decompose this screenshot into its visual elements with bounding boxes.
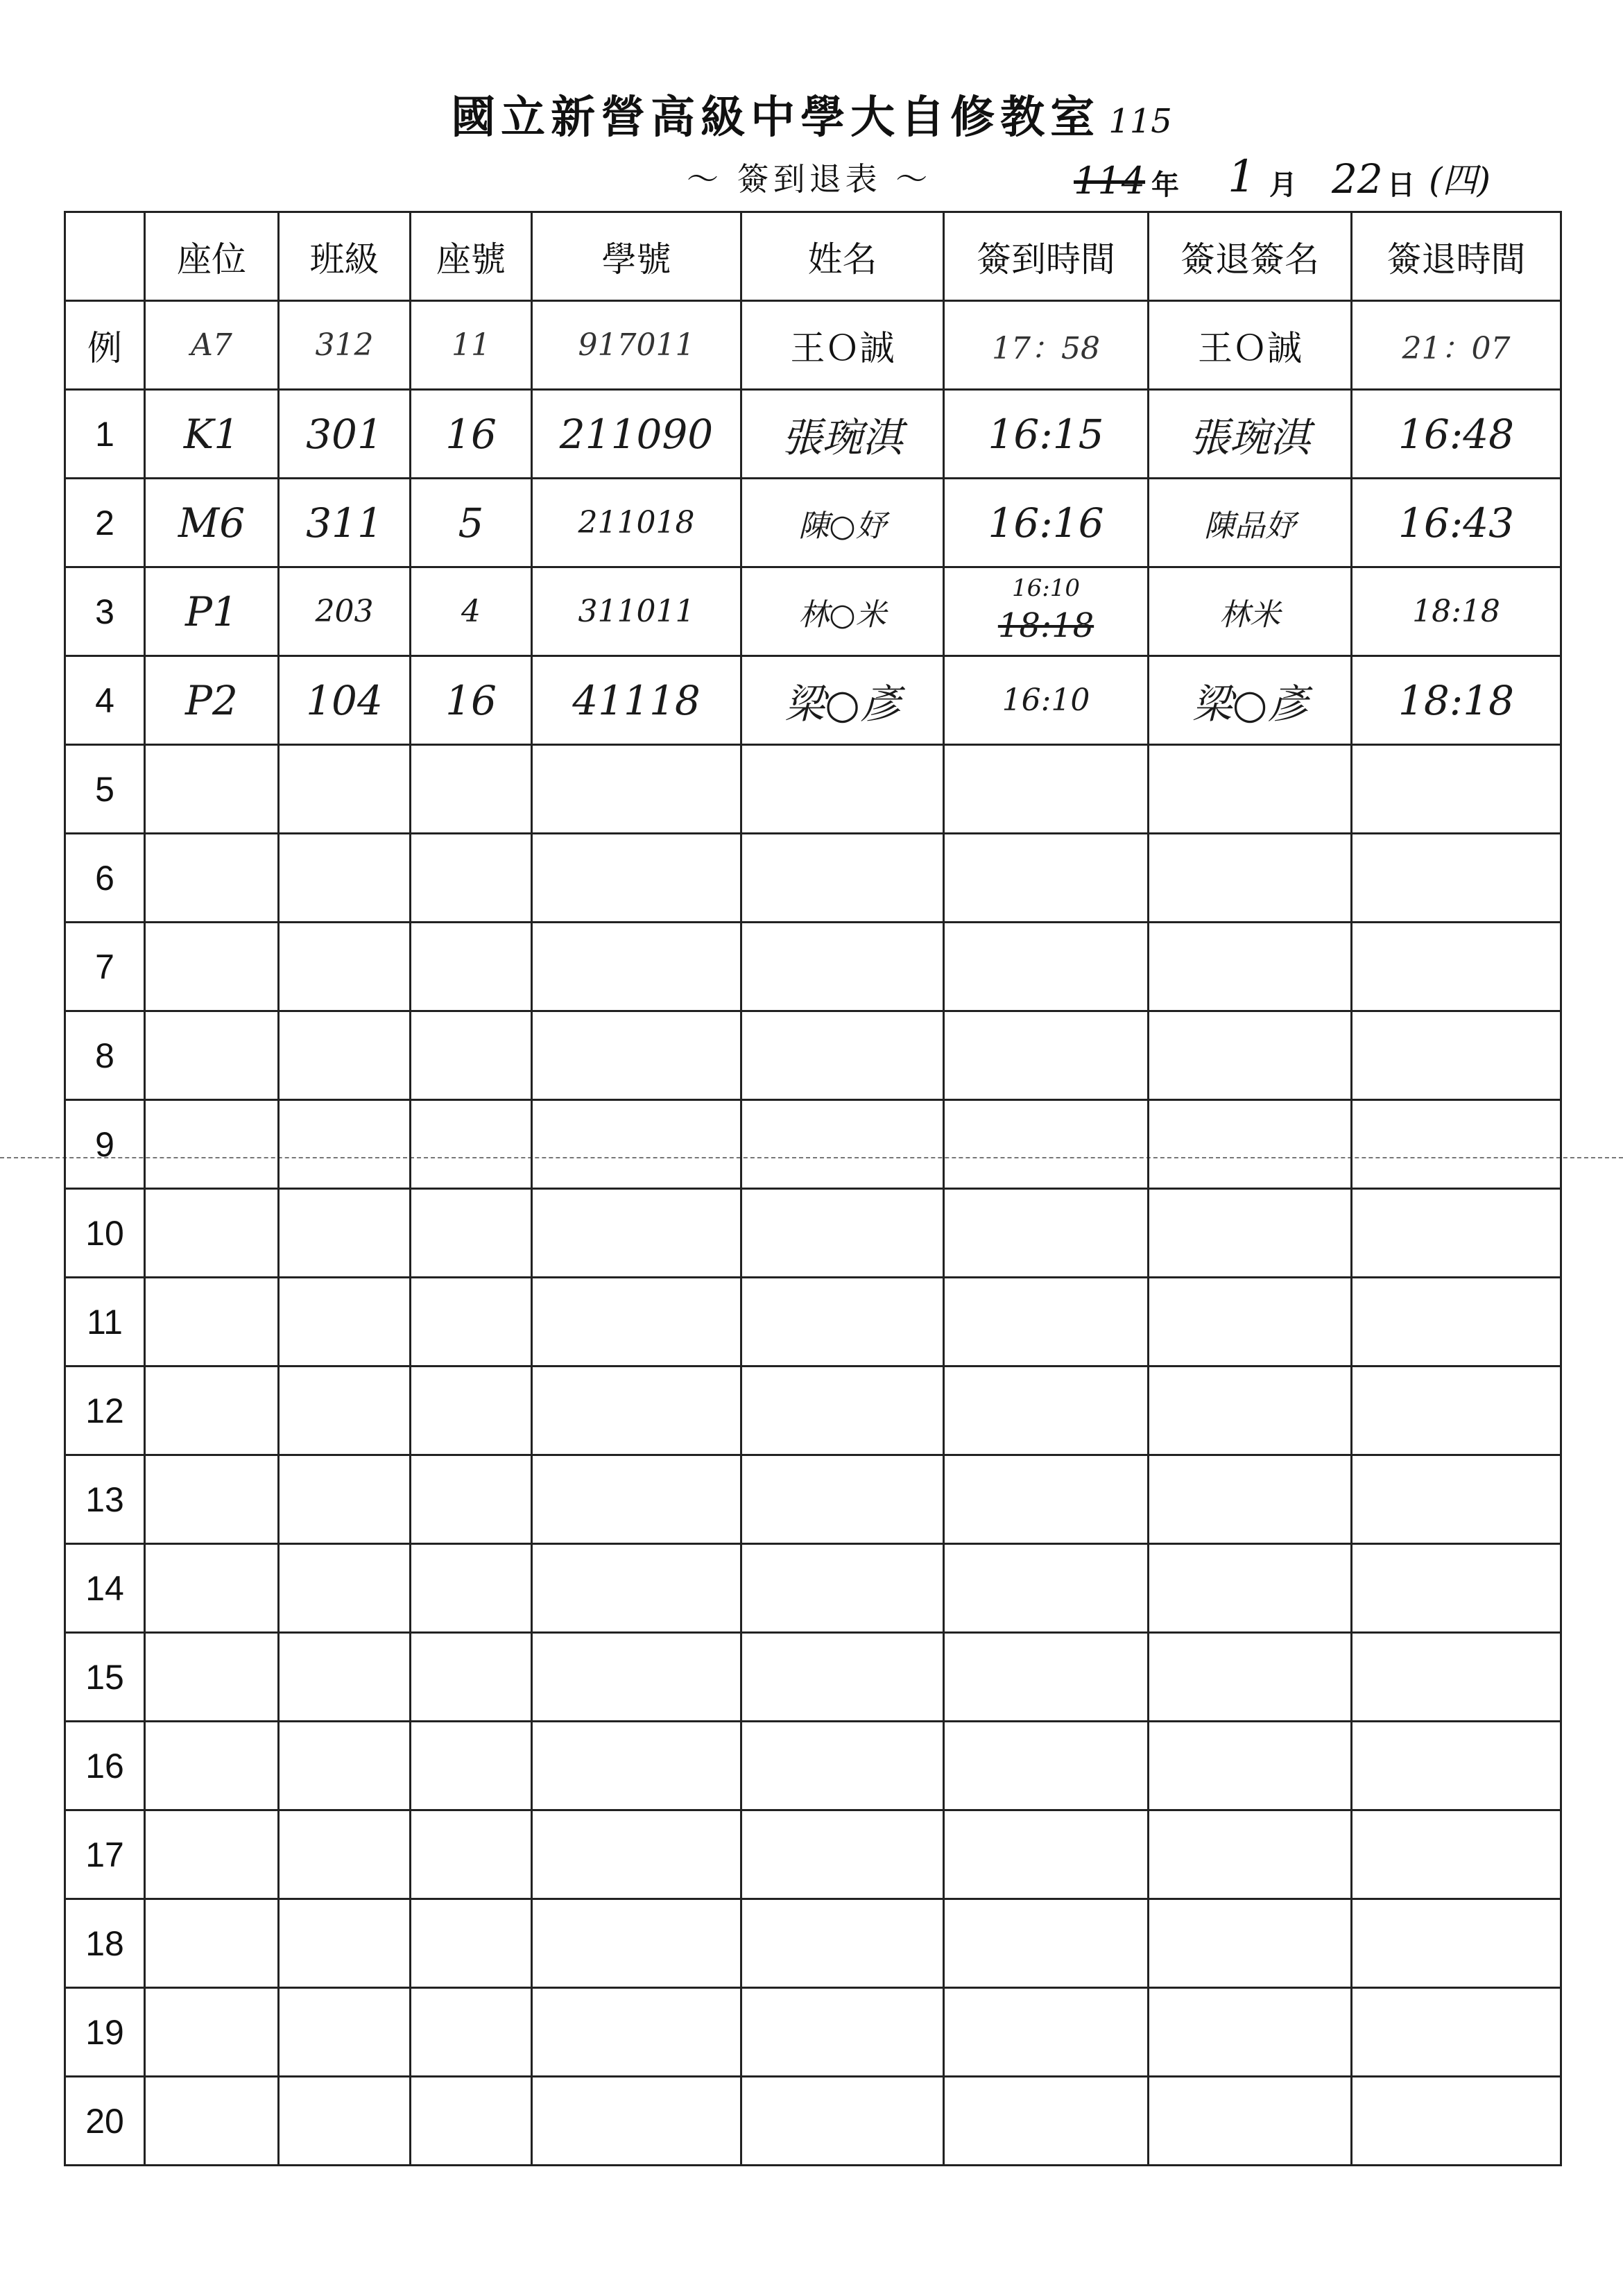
seat-no-cell: 16 bbox=[411, 390, 532, 479]
col-header-sign-out-time: 簽退時間 bbox=[1352, 212, 1561, 301]
seat-no-cell[interactable] bbox=[411, 1899, 532, 1988]
row-number: 7 bbox=[65, 923, 145, 1011]
class-cell[interactable] bbox=[279, 1367, 411, 1455]
row-number: 15 bbox=[65, 1633, 145, 1722]
table-row bbox=[65, 1011, 1561, 1100]
sign-out-name-cell[interactable] bbox=[1149, 1544, 1352, 1633]
name-cell: 梁○彥 bbox=[741, 656, 944, 745]
class-cell[interactable] bbox=[279, 923, 411, 1011]
class-cell[interactable] bbox=[279, 1899, 411, 1988]
row-number: 13 bbox=[65, 1455, 145, 1544]
seat-no-cell: 4 bbox=[411, 567, 532, 656]
sign-out-name-cell[interactable] bbox=[1149, 1633, 1352, 1722]
sign-out-name-cell[interactable] bbox=[1149, 1189, 1352, 1278]
table-row bbox=[65, 1633, 1561, 1722]
seat-cell[interactable] bbox=[145, 1544, 279, 1633]
sign-in-time-cell[interactable] bbox=[944, 1011, 1149, 1100]
seat-cell[interactable] bbox=[145, 1810, 279, 1899]
class-cell[interactable] bbox=[279, 1544, 411, 1633]
seat-cell[interactable] bbox=[145, 923, 279, 1011]
row-number: 9 bbox=[65, 1100, 145, 1189]
seat-cell[interactable] bbox=[145, 1455, 279, 1544]
table-row bbox=[65, 390, 1561, 479]
class-cell[interactable] bbox=[279, 1633, 411, 1722]
example-class: 312 bbox=[279, 301, 411, 390]
row-number: 3 bbox=[65, 567, 145, 656]
example-student-id: 917011 bbox=[532, 301, 741, 390]
sign-out-name-cell[interactable] bbox=[1149, 1278, 1352, 1367]
seat-cell[interactable] bbox=[145, 1278, 279, 1367]
row-number: 16 bbox=[65, 1722, 145, 1810]
example-sign-out-time: 21：07 bbox=[1352, 301, 1561, 390]
seat-no-cell[interactable] bbox=[411, 1633, 532, 1722]
name-cell[interactable] bbox=[741, 1810, 944, 1899]
sheet-title bbox=[0, 82, 1623, 146]
seat-cell[interactable] bbox=[145, 1988, 279, 2077]
name-cell[interactable] bbox=[741, 1988, 944, 2077]
header-row bbox=[65, 212, 1561, 301]
seat-no-cell[interactable] bbox=[411, 745, 532, 834]
name-cell: 張琬淇 bbox=[741, 390, 944, 479]
student-id-cell[interactable] bbox=[532, 1100, 741, 1189]
class-cell[interactable] bbox=[279, 1278, 411, 1367]
sign-out-name-cell: 陳品妤 bbox=[1149, 479, 1352, 567]
sign-out-time-cell[interactable] bbox=[1352, 1544, 1561, 1633]
student-id-cell[interactable] bbox=[532, 1011, 741, 1100]
sign-in-time-cell[interactable] bbox=[944, 1988, 1149, 2077]
name-cell[interactable] bbox=[741, 1633, 944, 1722]
name-cell[interactable] bbox=[741, 1722, 944, 1810]
seat-cell[interactable] bbox=[145, 1100, 279, 1189]
student-id-cell: 311011 bbox=[532, 567, 741, 656]
seat-cell: P1 bbox=[145, 567, 279, 656]
sign-out-time-cell[interactable] bbox=[1352, 1722, 1561, 1810]
row-number: 1 bbox=[65, 390, 145, 479]
class-cell[interactable] bbox=[279, 1722, 411, 1810]
col-header-class: 班級 bbox=[279, 212, 411, 301]
class-cell[interactable] bbox=[279, 1455, 411, 1544]
row-number: 6 bbox=[65, 834, 145, 923]
sign-out-time-cell: 18:18 bbox=[1352, 656, 1561, 745]
table-row bbox=[65, 2077, 1561, 2166]
seat-cell: P2 bbox=[145, 656, 279, 745]
year-label: 年 bbox=[1151, 169, 1179, 201]
seat-no-cell[interactable] bbox=[411, 834, 532, 923]
seat-no-cell[interactable] bbox=[411, 1722, 532, 1810]
class-cell[interactable] bbox=[279, 1988, 411, 2077]
row-number: 14 bbox=[65, 1544, 145, 1633]
sign-out-time-cell[interactable] bbox=[1352, 1367, 1561, 1455]
col-header-seat: 座位 bbox=[145, 212, 279, 301]
class-cell[interactable] bbox=[279, 1100, 411, 1189]
sign-out-time-cell[interactable] bbox=[1352, 1988, 1561, 2077]
seat-no-cell[interactable] bbox=[411, 2077, 532, 2166]
empty-rows bbox=[65, 745, 1561, 2166]
sheet-subtitle: ～ 簽到退表 ～ bbox=[687, 160, 932, 198]
sign-in-time-cell[interactable] bbox=[944, 1367, 1149, 1455]
table-row bbox=[65, 1899, 1561, 1988]
sign-in-time-cell[interactable] bbox=[944, 2077, 1149, 2166]
name-cell[interactable] bbox=[741, 745, 944, 834]
student-id-cell[interactable] bbox=[532, 834, 741, 923]
sign-in-time-cell[interactable] bbox=[944, 745, 1149, 834]
table-row bbox=[65, 1367, 1561, 1455]
row-number: 12 bbox=[65, 1367, 145, 1455]
col-header-student-id: 學號 bbox=[532, 212, 741, 301]
row-number: 20 bbox=[65, 2077, 145, 2166]
table-row bbox=[65, 834, 1561, 923]
sign-out-time-cell[interactable] bbox=[1352, 1278, 1561, 1367]
sign-in-time-cell: 16:10 bbox=[944, 656, 1149, 745]
weekday-handwritten: (四) bbox=[1429, 160, 1491, 200]
sign-in-out-table bbox=[64, 211, 1562, 2166]
seat-cell: K1 bbox=[145, 390, 279, 479]
table-row bbox=[65, 1455, 1561, 1544]
class-cell[interactable] bbox=[279, 1011, 411, 1100]
row-number: 17 bbox=[65, 1810, 145, 1899]
sign-out-time-cell[interactable] bbox=[1352, 2077, 1561, 2166]
name-cell[interactable] bbox=[741, 1189, 944, 1278]
student-id-cell[interactable] bbox=[532, 1278, 741, 1367]
sign-out-name-cell[interactable] bbox=[1149, 1367, 1352, 1455]
sign-out-name-cell[interactable] bbox=[1149, 1810, 1352, 1899]
example-row bbox=[65, 301, 1561, 390]
table-row bbox=[65, 1278, 1561, 1367]
student-id-cell[interactable] bbox=[532, 923, 741, 1011]
sign-out-time-cell[interactable] bbox=[1352, 1899, 1561, 1988]
seat-no-cell[interactable] bbox=[411, 1988, 532, 2077]
name-cell[interactable] bbox=[741, 1367, 944, 1455]
student-id-cell: 211018 bbox=[532, 479, 741, 567]
sign-in-time-cell[interactable] bbox=[944, 1189, 1149, 1278]
seat-cell[interactable] bbox=[145, 1722, 279, 1810]
seat-no-cell[interactable] bbox=[411, 1189, 532, 1278]
student-id-cell[interactable] bbox=[532, 1189, 741, 1278]
sign-out-time-cell[interactable] bbox=[1352, 923, 1561, 1011]
sign-out-time-cell[interactable] bbox=[1352, 1455, 1561, 1544]
seat-cell[interactable] bbox=[145, 2077, 279, 2166]
col-header-sign-out-name: 簽退簽名 bbox=[1149, 212, 1352, 301]
sign-out-name-cell[interactable] bbox=[1149, 1988, 1352, 2077]
seat-cell[interactable] bbox=[145, 1633, 279, 1722]
sign-out-name-cell[interactable] bbox=[1149, 1100, 1352, 1189]
example-seat: A7 bbox=[145, 301, 279, 390]
row-number: 10 bbox=[65, 1189, 145, 1278]
sign-in-time-cell: 16:16 bbox=[944, 479, 1149, 567]
sign-out-name-cell: 張琬淇 bbox=[1149, 390, 1352, 479]
name-cell: 林○米 bbox=[741, 567, 944, 656]
row-number: 19 bbox=[65, 1988, 145, 2077]
sign-out-time-cell[interactable] bbox=[1352, 1810, 1561, 1899]
sign-out-name-cell[interactable] bbox=[1149, 1899, 1352, 1988]
sign-out-name-cell[interactable] bbox=[1149, 745, 1352, 834]
struck-time-value: 18:18 bbox=[997, 606, 1094, 645]
seat-no-cell[interactable] bbox=[411, 1810, 532, 1899]
sign-out-name-cell[interactable] bbox=[1149, 1722, 1352, 1810]
sign-out-name-cell[interactable] bbox=[1149, 1011, 1352, 1100]
sign-out-time-cell[interactable] bbox=[1352, 1011, 1561, 1100]
row-number: 2 bbox=[65, 479, 145, 567]
sign-out-name-cell: 林米 bbox=[1149, 567, 1352, 656]
sign-out-name-cell[interactable] bbox=[1149, 1455, 1352, 1544]
student-id-cell[interactable] bbox=[532, 1988, 741, 2077]
seat-no-cell[interactable] bbox=[411, 1455, 532, 1544]
corrected-time bbox=[998, 576, 1094, 643]
example-seat-no: 11 bbox=[411, 301, 532, 390]
sign-in-time-cell[interactable] bbox=[944, 1544, 1149, 1633]
student-id-cell[interactable] bbox=[532, 1722, 741, 1810]
sign-in-time-cell: 16:15 bbox=[944, 390, 1149, 479]
month-label: 月 bbox=[1269, 169, 1297, 201]
sign-out-name-cell[interactable] bbox=[1149, 834, 1352, 923]
table-row bbox=[65, 1100, 1561, 1189]
seat-no-cell[interactable] bbox=[411, 1011, 532, 1100]
row-number: 11 bbox=[65, 1278, 145, 1367]
col-header-seat-no: 座號 bbox=[411, 212, 532, 301]
row-number: 4 bbox=[65, 656, 145, 745]
table-row bbox=[65, 1988, 1561, 2077]
student-id-cell: 211090 bbox=[532, 390, 741, 479]
class-cell[interactable] bbox=[279, 1810, 411, 1899]
sign-in-time-cell[interactable] bbox=[944, 1100, 1149, 1189]
sign-in-time-cell[interactable] bbox=[944, 923, 1149, 1011]
sign-in-time-cell[interactable] bbox=[944, 1278, 1149, 1367]
date-line bbox=[1061, 147, 1547, 203]
seat-cell[interactable] bbox=[145, 745, 279, 834]
seat-cell[interactable] bbox=[145, 1189, 279, 1278]
sign-in-time-cell bbox=[944, 567, 1149, 656]
sign-out-name-cell[interactable] bbox=[1149, 923, 1352, 1011]
sign-out-time-cell[interactable] bbox=[1352, 834, 1561, 923]
sign-out-time-cell: 18:18 bbox=[1352, 567, 1561, 656]
year-handwritten: 114 bbox=[1074, 159, 1146, 203]
sign-out-time-cell: 16:48 bbox=[1352, 390, 1561, 479]
class-cell[interactable] bbox=[279, 834, 411, 923]
table-row bbox=[65, 1544, 1561, 1633]
seat-no-cell[interactable] bbox=[411, 1544, 532, 1633]
example-sign-in-time: 17：58 bbox=[944, 301, 1149, 390]
day-label: 日 bbox=[1387, 169, 1415, 201]
seat-cell: M6 bbox=[145, 479, 279, 567]
student-id-cell: 41118 bbox=[532, 656, 741, 745]
class-cell: 203 bbox=[279, 567, 411, 656]
name-cell[interactable] bbox=[741, 1278, 944, 1367]
sign-out-time-cell: 16:43 bbox=[1352, 479, 1561, 567]
class-cell[interactable] bbox=[279, 745, 411, 834]
name-cell[interactable] bbox=[741, 1011, 944, 1100]
sign-in-time-cell[interactable] bbox=[944, 1899, 1149, 1988]
sign-out-name-cell: 梁○彥 bbox=[1149, 656, 1352, 745]
table-row bbox=[65, 745, 1561, 834]
sheet-title-text: 國立新營高級中學大自修教室 bbox=[451, 92, 1101, 144]
seat-no-cell: 16 bbox=[411, 656, 532, 745]
student-id-cell[interactable] bbox=[532, 1899, 741, 1988]
sign-out-name-cell[interactable] bbox=[1149, 2077, 1352, 2166]
table-row bbox=[65, 479, 1561, 567]
name-cell[interactable] bbox=[741, 1455, 944, 1544]
seat-no-cell[interactable] bbox=[411, 1367, 532, 1455]
sign-in-time-cell[interactable] bbox=[944, 1722, 1149, 1810]
sign-out-time-cell[interactable] bbox=[1352, 1100, 1561, 1189]
table-row bbox=[65, 923, 1561, 1011]
sign-in-time-cell[interactable] bbox=[944, 1810, 1149, 1899]
name-cell[interactable] bbox=[741, 1899, 944, 1988]
sign-out-time-cell[interactable] bbox=[1352, 745, 1561, 834]
seat-cell[interactable] bbox=[145, 834, 279, 923]
example-name: 王Ｏ誠 bbox=[741, 301, 944, 390]
sign-out-time-cell[interactable] bbox=[1352, 1633, 1561, 1722]
seat-cell[interactable] bbox=[145, 1899, 279, 1988]
sign-in-time-cell[interactable] bbox=[944, 1455, 1149, 1544]
row-number: 8 bbox=[65, 1011, 145, 1100]
day-handwritten: 22 bbox=[1332, 155, 1383, 203]
col-header-name: 姓名 bbox=[741, 212, 944, 301]
name-cell[interactable] bbox=[741, 1544, 944, 1633]
table-row bbox=[65, 1810, 1561, 1899]
table-row bbox=[65, 567, 1561, 656]
name-cell[interactable] bbox=[741, 923, 944, 1011]
student-id-cell[interactable] bbox=[532, 745, 741, 834]
name-cell[interactable] bbox=[741, 1100, 944, 1189]
student-id-cell[interactable] bbox=[532, 1367, 741, 1455]
col-header-sign-in-time: 簽到時間 bbox=[944, 212, 1149, 301]
seat-cell[interactable] bbox=[145, 1011, 279, 1100]
student-id-cell[interactable] bbox=[532, 1455, 741, 1544]
student-id-cell[interactable] bbox=[532, 1633, 741, 1722]
table-row bbox=[65, 656, 1561, 745]
class-cell: 311 bbox=[279, 479, 411, 567]
name-cell[interactable] bbox=[741, 834, 944, 923]
sign-in-time-cell[interactable] bbox=[944, 834, 1149, 923]
corrected-time-value: 16:10 bbox=[1012, 574, 1080, 602]
title-handwritten-note: 115 bbox=[1108, 102, 1172, 141]
seat-no-cell[interactable] bbox=[411, 1100, 532, 1189]
class-cell: 301 bbox=[279, 390, 411, 479]
sign-out-time-cell[interactable] bbox=[1352, 1189, 1561, 1278]
class-cell[interactable] bbox=[279, 2077, 411, 2166]
seat-cell[interactable] bbox=[145, 1367, 279, 1455]
month-handwritten: 1 bbox=[1228, 151, 1256, 203]
student-id-cell[interactable] bbox=[532, 2077, 741, 2166]
student-id-cell[interactable] bbox=[532, 1810, 741, 1899]
example-sign-out-name: 王Ｏ誠 bbox=[1149, 301, 1352, 390]
row-number: 18 bbox=[65, 1899, 145, 1988]
seat-no-cell[interactable] bbox=[411, 1278, 532, 1367]
table-row bbox=[65, 1189, 1561, 1278]
row-number: 5 bbox=[65, 745, 145, 834]
seat-no-cell: 5 bbox=[411, 479, 532, 567]
table-row bbox=[65, 1722, 1561, 1810]
class-cell: 104 bbox=[279, 656, 411, 745]
name-cell[interactable] bbox=[741, 2077, 944, 2166]
name-cell: 陳○妤 bbox=[741, 479, 944, 567]
student-id-cell[interactable] bbox=[532, 1544, 741, 1633]
class-cell[interactable] bbox=[279, 1189, 411, 1278]
col-header-blank bbox=[65, 212, 145, 301]
example-label: 例 bbox=[65, 301, 145, 390]
sign-in-time-cell[interactable] bbox=[944, 1633, 1149, 1722]
seat-no-cell[interactable] bbox=[411, 923, 532, 1011]
